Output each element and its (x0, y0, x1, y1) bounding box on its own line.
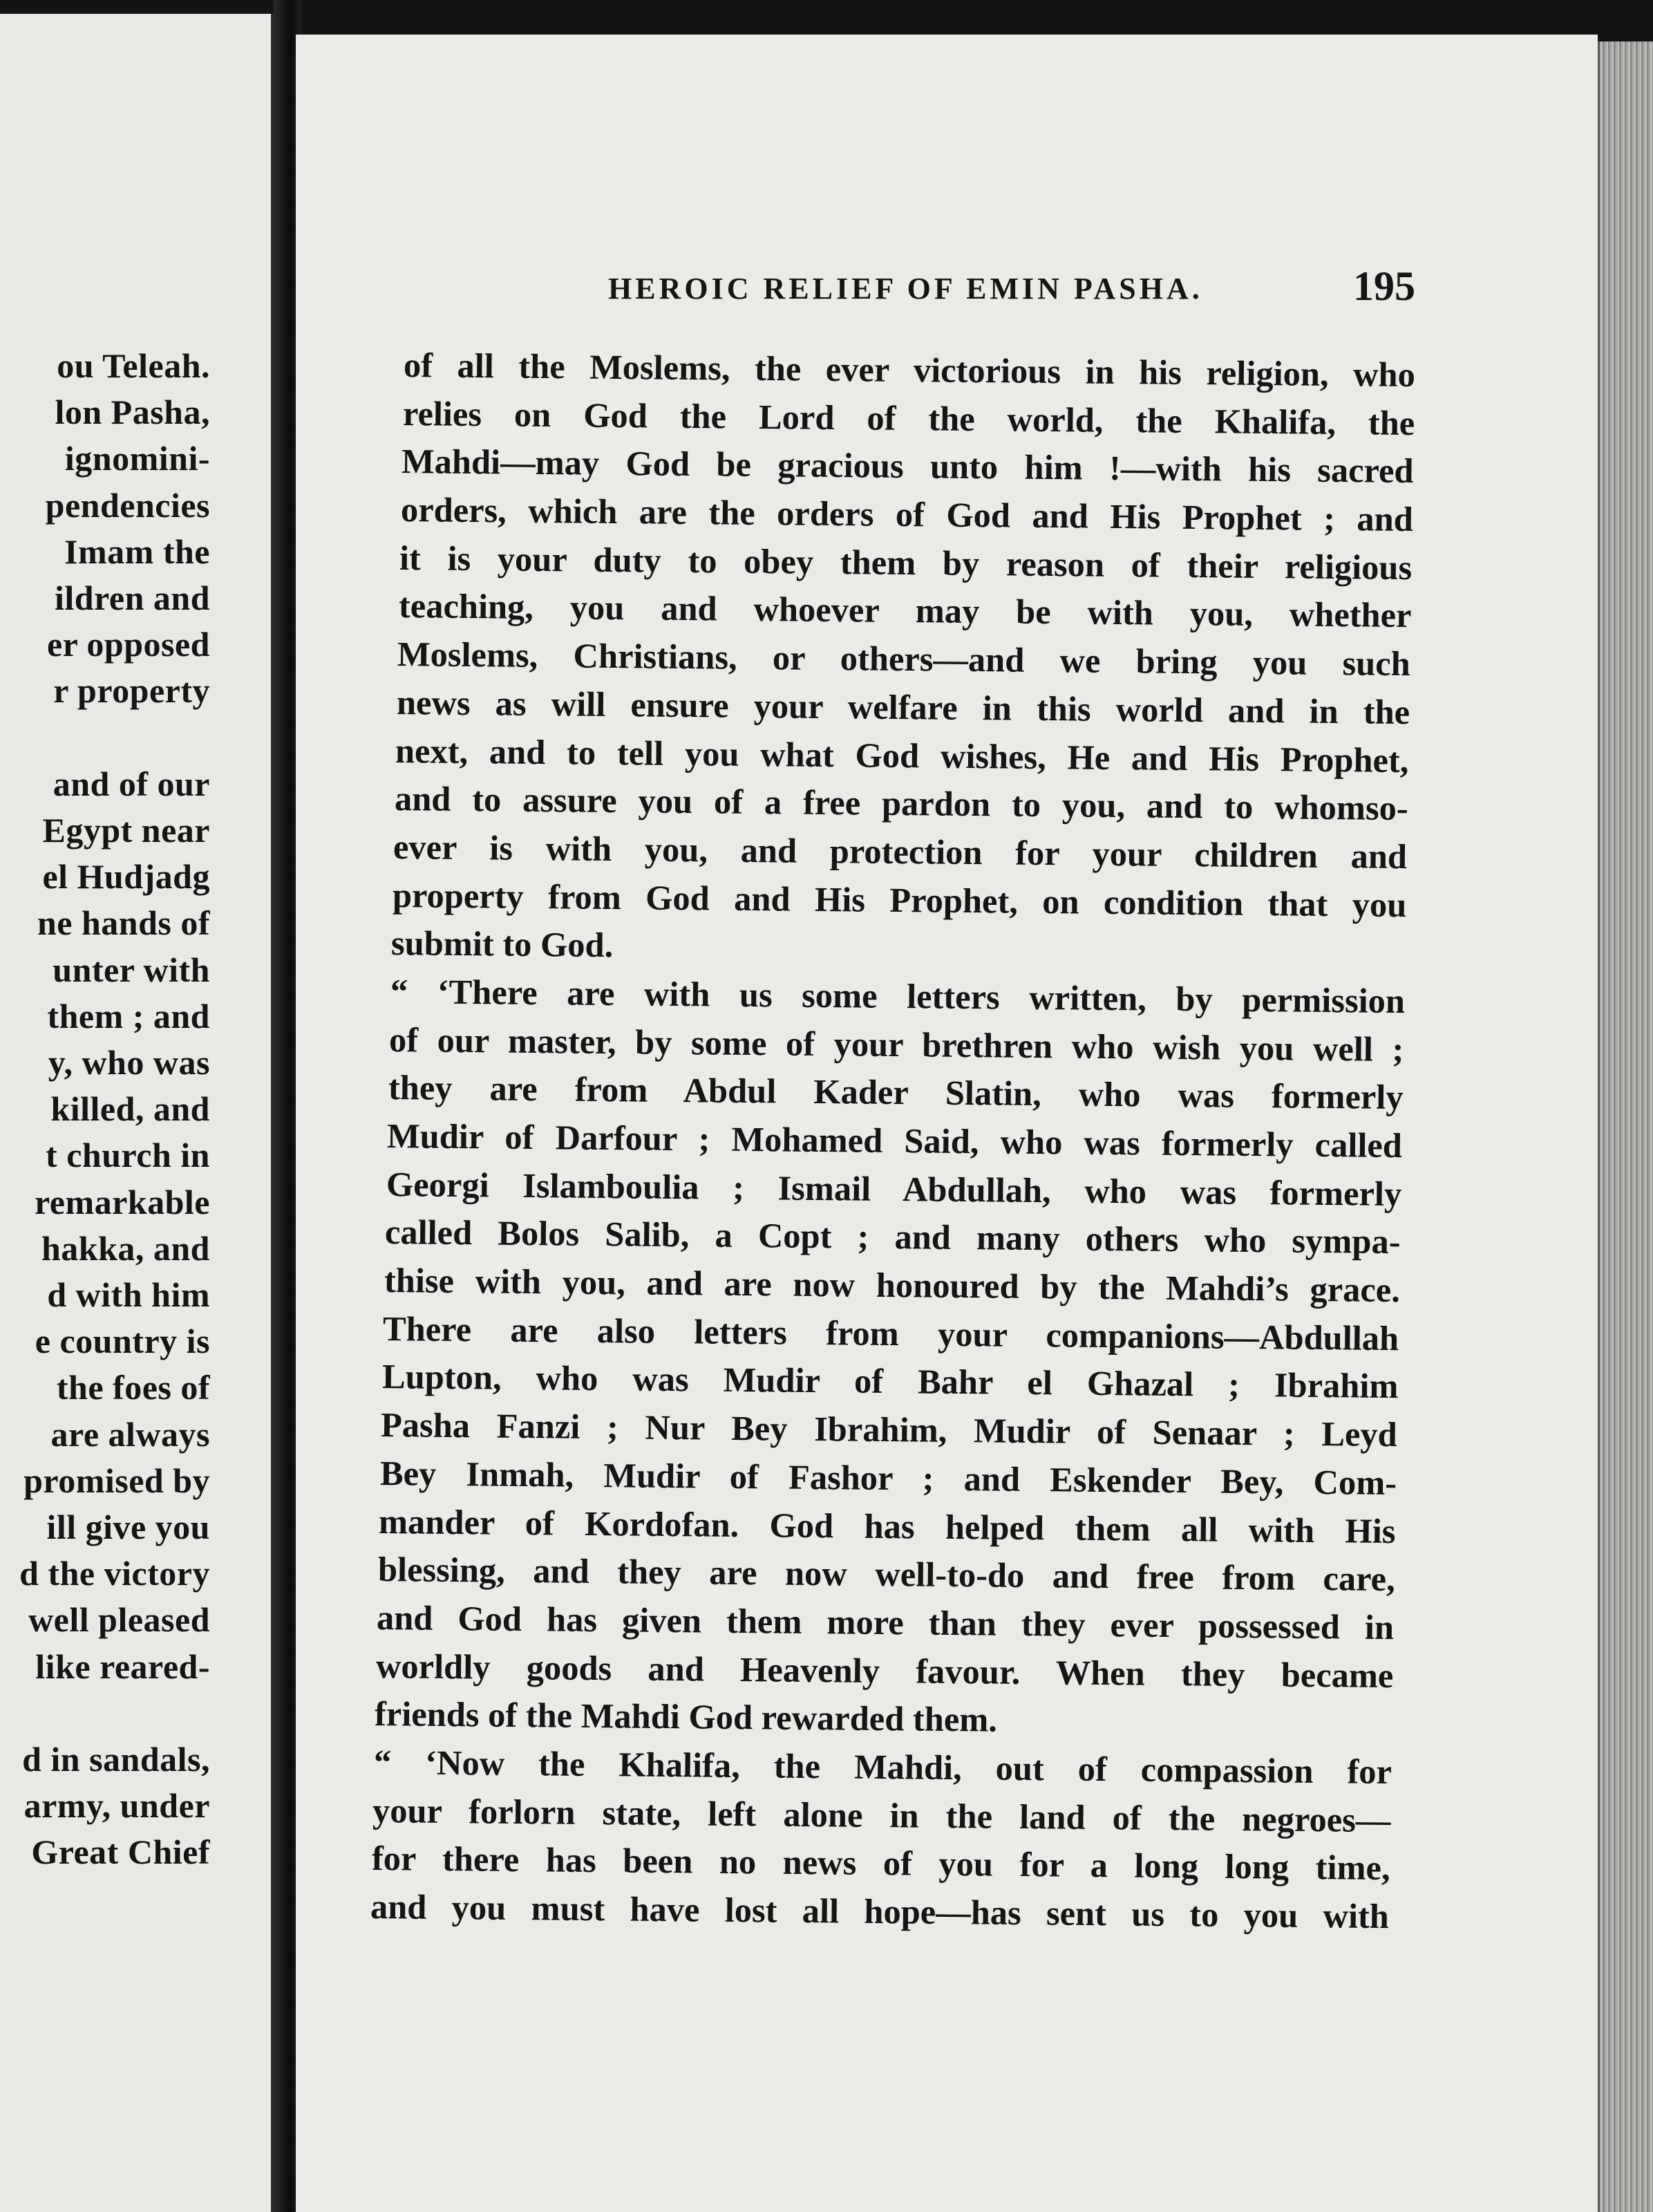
previous-page-line: ou Teleah. (57, 346, 210, 385)
text-line: orders, which are the orders of God and His Prophet ; and (400, 490, 1413, 539)
text-line: Georgi Islamboulia ; Ismail Abdullah, who was formerly (386, 1164, 1402, 1213)
text-line: and you must have lost all hope—has sent us to you with (370, 1887, 1390, 1936)
previous-page-line: t church in (46, 1136, 210, 1175)
text-line: Bey Inmah, Mudir of Fashor ; and Eskender Bey, Com- (379, 1453, 1397, 1502)
text-line: Mudir of Darfour ; Mohamed Said, who was formerly called (386, 1116, 1403, 1165)
text-line: friends of the Mahdi God rewarded them. (374, 1694, 998, 1739)
text-line: next, and to tell you what God wishes, He and His Prophet, (395, 731, 1409, 780)
text-line: worldly goods and Heavenly favour. When they became (375, 1646, 1394, 1695)
text-line: relies on God the Lord of the world, the Khalifa, the (402, 393, 1415, 442)
text-line: called Bolos Salib, a Copt ; and many others who sympa- (384, 1212, 1401, 1262)
text-line: property from God and His Prophet, on condition that you (392, 875, 1407, 924)
previous-page-line: Great Chief (31, 1833, 210, 1872)
previous-page-line: like reared- (35, 1647, 210, 1686)
text-line: teaching, you and whoever may be with you, whether (398, 586, 1412, 635)
text-line: Pasha Fanzi ; Nur Bey Ibrahim, Mudir of Senaar ; Leyd (380, 1405, 1398, 1454)
text-line: There are also letters from your companions—Abdullah (382, 1309, 1399, 1358)
text-line: of our master, by some of your brethren who wish you well ; (388, 1020, 1404, 1069)
previous-page-line: r property (53, 671, 210, 711)
text-line: and to assure you of a free pardon to you, and to whomso- (394, 779, 1408, 828)
previous-page-line: Imam the (64, 532, 210, 571)
text-line: of all the Moslems, the ever victorious in his religion, who (403, 346, 1416, 395)
text-line: for there has been no news of you for a long long time, (371, 1839, 1390, 1888)
previous-page-line: ignomini- (64, 439, 210, 478)
previous-page-line: and of our (53, 764, 210, 803)
previous-page-line: ildren and (55, 579, 210, 617)
previous-page-line: ne hands of (37, 903, 210, 943)
previous-page-line: d the victory (19, 1554, 210, 1593)
page-number: 195 (1353, 263, 1415, 309)
text-line: “ ‘Now the Khalifa, the Mahdi, out of compassion for (373, 1742, 1392, 1792)
previous-page-line: lon Pasha, (55, 393, 210, 432)
previous-page-line: promised by (23, 1461, 210, 1500)
previous-page-line: el Hudjadg (42, 857, 210, 897)
previous-page-line: Egypt near (42, 811, 210, 850)
previous-page-line: army, under (23, 1786, 210, 1826)
previous-page-line: er opposed (46, 625, 210, 664)
previous-page-line: the foes of (56, 1368, 210, 1407)
text-line: they are from Abdul Kader Slatin, who was formerly (388, 1068, 1404, 1117)
previous-page-line: remarkable (34, 1182, 210, 1221)
text-line: “ ‘There are with us some letters written, by permission (390, 971, 1405, 1021)
previous-page-line: e country is (35, 1322, 210, 1361)
previous-page-line: them ; and (47, 996, 210, 1035)
text-line: ever is with you, and protection for your children and (393, 827, 1408, 876)
previous-page-line: well pleased (28, 1600, 210, 1640)
text-line: news as will ensure your welfare in this world and in the (396, 682, 1410, 731)
text-line: it is your duty to obey them by reason of their religious (399, 538, 1413, 587)
text-line: Moslems, Christians, or others—and we bring you such (397, 635, 1411, 684)
text-line: blessing, and they are now well-to-do and free from care, (377, 1550, 1395, 1599)
text-line: submit to God. (390, 924, 614, 965)
text-line: Mahdi—may God be gracious unto him !—with his sacred (401, 442, 1414, 491)
previous-page-line: ill give you (46, 1508, 210, 1546)
text-line: thise with you, and are now honoured by the Mahdi’s grace. (384, 1261, 1400, 1310)
previous-page-line: y, who was (48, 1043, 210, 1082)
previous-page-line: hakka, and (41, 1228, 210, 1268)
previous-page-line: pendencies (45, 485, 210, 525)
text-line: Lupton, who was Mudir of Bahr el Ghazal ; Ibrahim (381, 1357, 1399, 1406)
text-line: your forlorn state, left alone in the land of the negroes— (372, 1790, 1391, 1839)
previous-page-line: killed, and (50, 1089, 210, 1129)
previous-page-line: d with him (47, 1275, 210, 1314)
previous-page-line: unter with (53, 950, 210, 989)
text-line: and God has given them more than they ever possessed in (376, 1597, 1395, 1647)
previous-page-line: d in sandals, (22, 1740, 210, 1779)
running-head: HEROIC RELIEF OF EMIN PASHA. (608, 272, 1203, 306)
previous-page-line: are always (50, 1414, 210, 1454)
text-line: mander of Kordofan. God has helped them all with His (378, 1501, 1396, 1550)
